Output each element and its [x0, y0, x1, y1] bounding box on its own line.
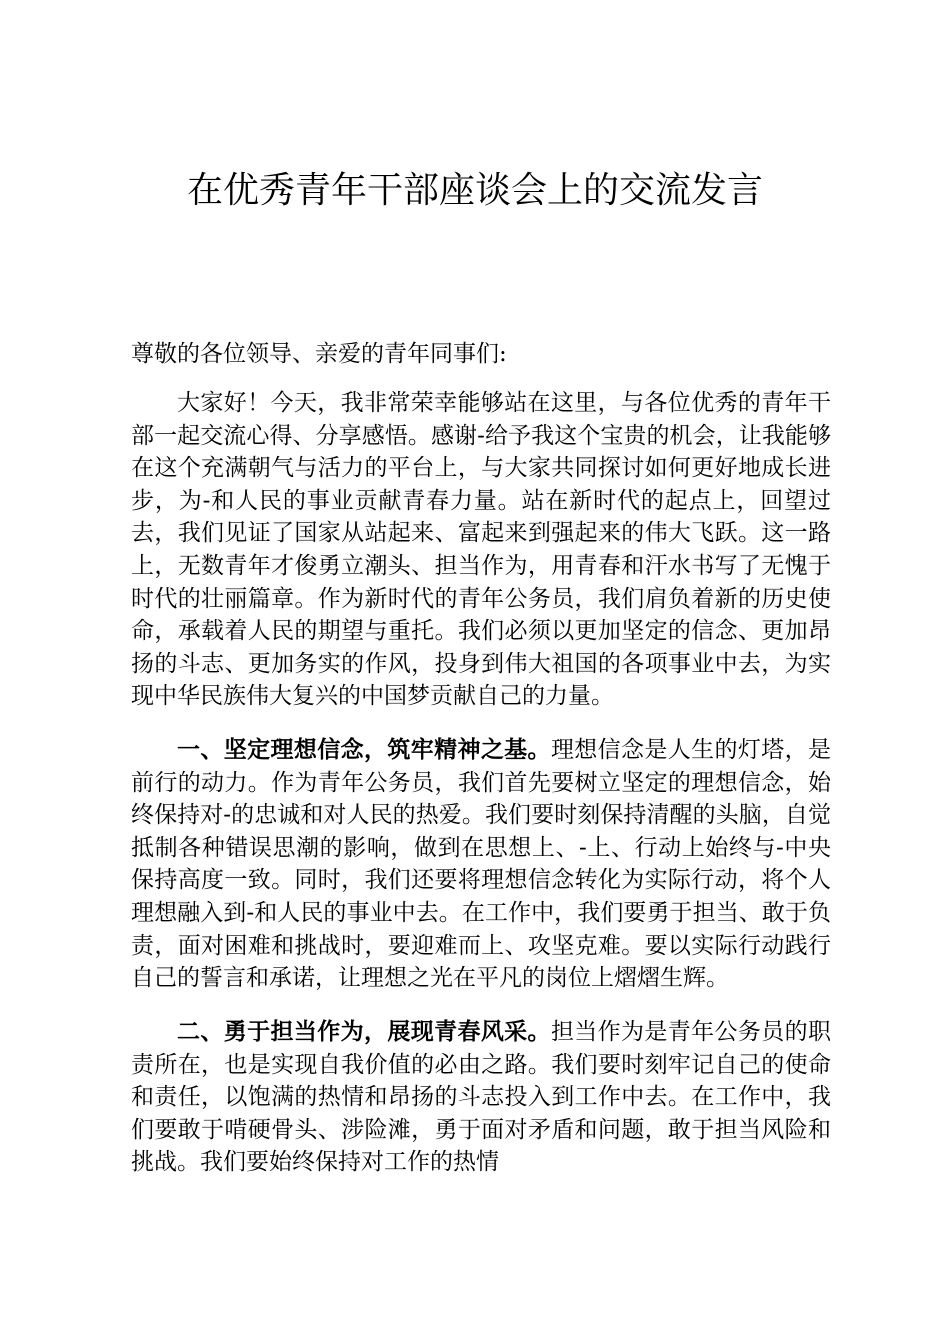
salutation: 尊敬的各位领导、亲爱的青年同事们:	[131, 341, 507, 367]
paragraph-body: 大家好！今天，我非常荣幸能够站在这里，与各位优秀的青年干部一起交流心得、分享感悟。感谢-给予我这个宝贵的机会，让我能够在这个充满朝气与活力的平台上，与大家共同探讨如何更好地成长进步，为-和人民的事业贡献青春力量。站在新时代的起点上，回望过去，我们见证了国家从站起来、富起来到强起来的伟大飞跃。这一路上，无数青年才俊勇立潮头、担当作为，用青春和汗水书写了无愧于时代的壮丽篇章。作为新时代的青年公务员，我们肩负着新的历史使命，承载着人民的期望与重托。我们必须以更加坚定的信念、更加昂扬的斗志、更加务实的作风，投身到伟大祖国的各项事业中去，为实现中华民族伟大复兴的中国梦贡献自己的力量。	[131, 390, 831, 710]
section-heading: 二、勇于担当作为，展现青春风采。	[177, 1018, 551, 1045]
document-title: 在优秀青年干部座谈会上的交流发言	[186, 170, 763, 211]
paragraph-body: 担当作为是青年公务员的职责所在，也是实现自我价值的必由之路。我们要时刻牢记自己的使命和责任，以饱满的热情和昂扬的斗志投入到工作中去。在工作中，我们要敢于啃硬骨头、涉险滩，勇于面对矛盾和问题，敢于担当风险和挑战。我们要始终保持对工作的热情	[131, 1019, 832, 1176]
paragraph-section-1	[131, 734, 831, 995]
section-heading: 一、坚定理想信念，筑牢精神之基。	[177, 736, 551, 763]
paragraph-intro	[131, 387, 831, 713]
paragraph-body: 理想信念是人生的灯塔，是前行的动力。作为青年公务员，我们首先要树立坚定的理想信念，始终保持对-的忠诚和对人民的热爱。我们要时刻保持清醒的头脑，自觉抵制各种错误思潮的影响，做到在思想上、-上、行动上始终与-中央保持高度一致。同时，我们还要将理想信念转化为实际行动，将个人理想融入到-和人民的事业中去。在工作中，我们要勇于担当、敢于负责，面对困难和挑战时，要迎难而上、攻坚克难。要以实际行动践行自己的誓言和承诺，让理想之光在平凡的岗位上熠熠生辉。	[131, 737, 832, 992]
paragraph-section-2	[131, 1016, 831, 1179]
